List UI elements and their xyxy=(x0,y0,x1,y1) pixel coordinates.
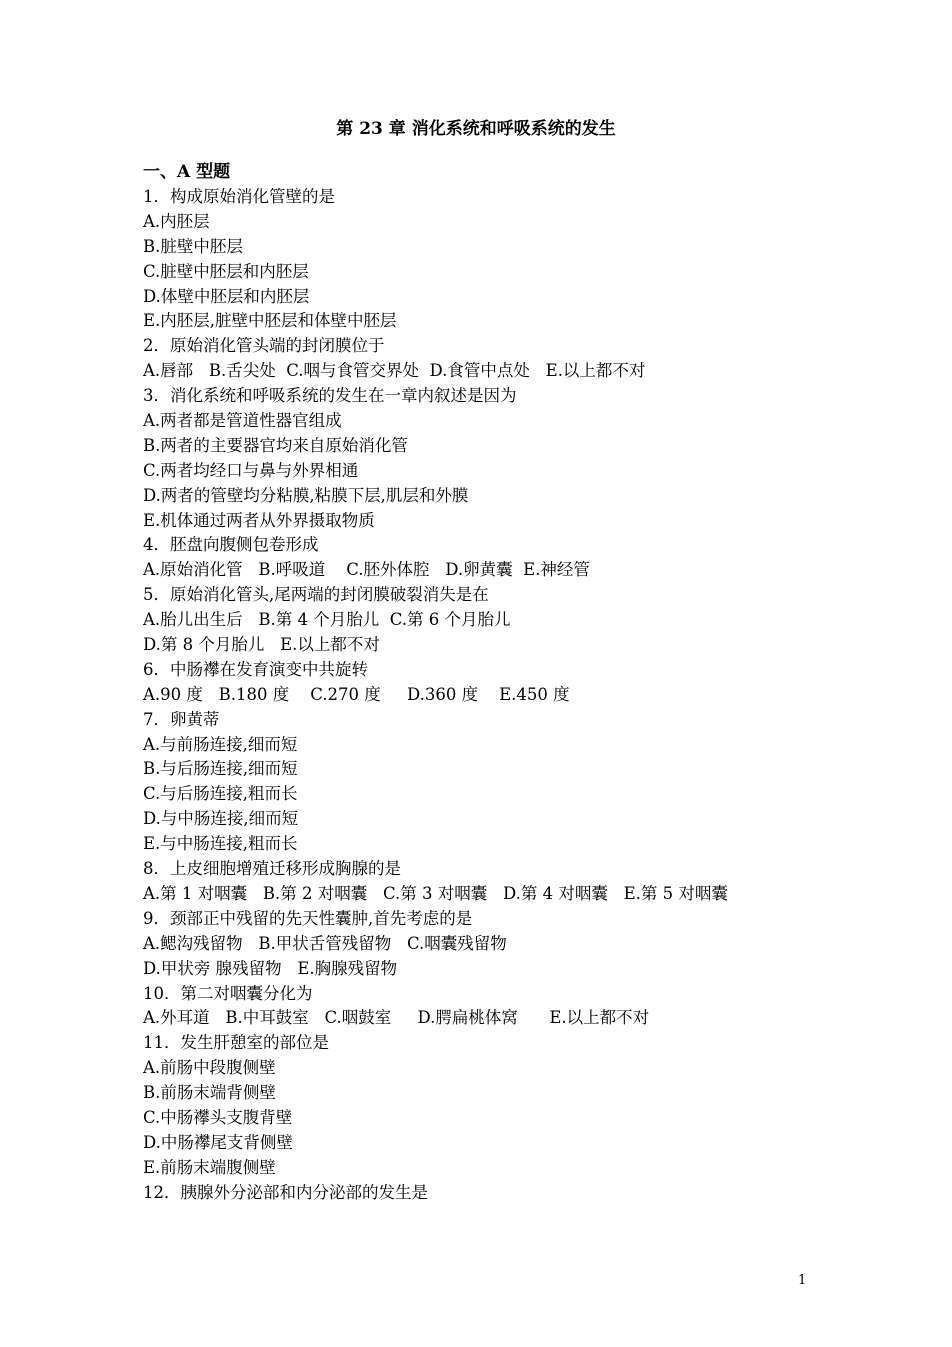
chapter-title: 第 23 章 消化系统和呼吸系统的发生 xyxy=(336,119,616,139)
answer-option-line: D.甲状旁 腺残留物 E.胸腺残留物 xyxy=(143,958,398,978)
answer-option-line: B.与后肠连接,细而短 xyxy=(143,759,298,779)
answer-option-line: A.外耳道 B.中耳鼓室 C.咽鼓室 D.腭扁桃体窝 E.以上都不对 xyxy=(143,1008,650,1028)
question-stem: 8．上皮细胞增殖迁移形成胸腺的是 xyxy=(143,859,401,879)
question-stem: 7．卵黄蒂 xyxy=(143,709,220,729)
answer-option-line: A.胎儿出生后 B.第 4 个月胎儿 C.第 6 个月胎儿 xyxy=(143,610,511,630)
question-stem: 1．构成原始消化管壁的是 xyxy=(143,187,335,206)
question-stem: 3．消化系统和呼吸系统的发生在一章内叙述是因为 xyxy=(143,386,517,406)
answer-option-line: B.脏壁中胚层 xyxy=(143,236,243,256)
question-stem: 2．原始消化管头端的封闭膜位于 xyxy=(143,336,385,356)
question-stem: 12．胰腺外分泌部和内分泌部的发生是 xyxy=(143,1182,428,1202)
section-heading: 一、A 型题 xyxy=(143,162,231,182)
answer-option-line: D.体壁中胚层和内胚层 xyxy=(143,286,310,306)
answer-option-line: D.第 8 个月胎儿 E.以上都不对 xyxy=(143,635,380,655)
answer-option-line: B.两者的主要器官均来自原始消化管 xyxy=(143,435,408,455)
answer-option-line: A.两者都是管道性器官组成 xyxy=(143,411,342,431)
answer-option-line: C.两者均经口与鼻与外界相通 xyxy=(143,460,359,480)
answer-option-line: C.脏壁中胚层和内胚层 xyxy=(143,261,309,281)
answer-option-line: A.与前肠连接,细而短 xyxy=(143,734,298,754)
answer-option-line: E.内胚层,脏壁中胚层和体壁中胚层 xyxy=(143,311,397,331)
answer-option-line: A.内胚层 xyxy=(143,211,210,231)
answer-option-line: D.两者的管壁均分粘膜,粘膜下层,肌层和外膜 xyxy=(143,485,469,505)
answer-option-line: D.中肠襻尾支背侧壁 xyxy=(143,1132,293,1152)
answer-option-line: C.中肠襻头支腹背壁 xyxy=(143,1107,293,1127)
answer-option-line: A.90 度 B.180 度 C.270 度 D.360 度 E.450 度 xyxy=(143,684,570,704)
answer-option-line: A.原始消化管 B.呼吸道 C.胚外体腔 D.卵黄囊 E.神经管 xyxy=(143,560,590,580)
answer-option-line: A.鳃沟残留物 B.甲状舌管残留物 C.咽囊残留物 xyxy=(143,933,507,953)
question-stem: 6．中肠襻在发育演变中共旋转 xyxy=(143,659,368,679)
answer-option-line: B.前肠末端背侧壁 xyxy=(143,1083,276,1103)
answer-option-line: A.第 1 对咽囊 B.第 2 对咽囊 C.第 3 对咽囊 D.第 4 对咽囊 E.第 5 对咽囊 xyxy=(143,883,728,903)
answer-option-line: D.与中肠连接,细而短 xyxy=(143,809,299,829)
question-lines xyxy=(143,185,843,1206)
answer-option-line: E.前肠末端腹侧壁 xyxy=(143,1157,276,1177)
question-stem: 9．颈部正中残留的先天性囊肿,首先考虑的是 xyxy=(143,908,473,928)
question-content xyxy=(143,160,843,1206)
answer-option-line: C.与后肠连接,粗而长 xyxy=(143,784,298,804)
question-stem: 10．第二对咽囊分化为 xyxy=(143,983,313,1003)
answer-option-line: E.与中肠连接,粗而长 xyxy=(143,834,298,854)
answer-option-line: E.机体通过两者从外界摄取物质 xyxy=(143,510,375,530)
question-stem: 11．发生肝憩室的部位是 xyxy=(143,1033,329,1053)
question-stem: 4．胚盘向腹侧包卷形成 xyxy=(143,535,319,555)
page-number: 1 xyxy=(798,1273,807,1288)
question-stem: 5．原始消化管头,尾两端的封闭膜破裂消失是在 xyxy=(143,585,489,605)
answer-option-line: A.唇部 B.舌尖处 C.咽与食管交界处 D.食管中点处 E.以上都不对 xyxy=(143,361,646,381)
answer-option-line: A.前肠中段腹侧壁 xyxy=(143,1058,276,1078)
